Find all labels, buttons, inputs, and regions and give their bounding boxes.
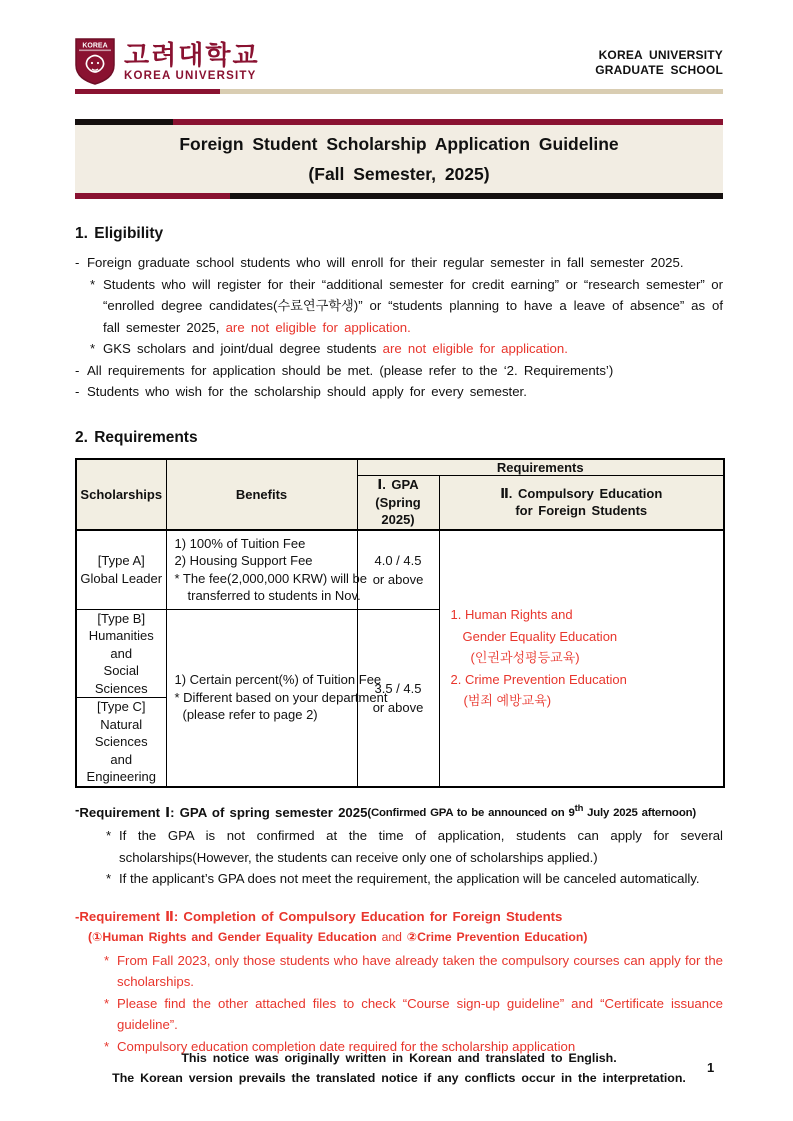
type-c-name: [Type C] Natural Sciences and Engineering <box>76 698 166 787</box>
header-right-text <box>595 48 723 78</box>
type-b-name: [Type B] Humanities and Social Sciences <box>76 609 166 698</box>
eligibility-item-1 <box>75 252 723 274</box>
university-crest-icon <box>75 38 115 85</box>
col-header-scholarships: Scholarships <box>76 459 166 530</box>
requirement-2-note-3: * Compulsory education completion date required for the scholarship application <box>104 1036 723 1058</box>
logo-korean-name: 고려대학교 <box>124 40 260 70</box>
dash-marker: - <box>75 908 80 924</box>
not-eligible-note: are not eligible for application. <box>225 319 411 335</box>
eligibility-item-5-text: Students who wish for the scholarship should apply for every semester. <box>87 384 527 399</box>
type-a-name: [Type A] Global Leader <box>76 530 166 610</box>
col-header-gpa: Ⅰ. GPA (Spring 2025) <box>357 476 439 530</box>
title-box-bottom-border <box>75 193 723 199</box>
footer-line-2: The Korean version prevails the translated notice if any conflicts occur in the interpretation. <box>112 1071 686 1085</box>
eligibility-item-2-text: Students who will register for their “additional semester for credit earning” or “research semester” or “enrolled degree candidates(수료연구학생)” or “students planning to have a leave of absence” as of fall semester 2025, are not eligible for application. <box>103 276 723 335</box>
star-marker: * <box>106 871 112 887</box>
star-marker: * <box>104 1038 110 1054</box>
not-eligible-note: are not eligible for application. <box>382 341 568 356</box>
requirement-1-note-2: * If the applicant’s GPA does not meet the requirement, the application will be canceled automatically. <box>106 868 723 890</box>
eligibility-item-5 <box>75 381 723 403</box>
header-divider <box>75 89 723 94</box>
eligibility-item-2 <box>90 274 723 339</box>
logo-text <box>124 41 260 82</box>
requirement-1-notes <box>91 825 723 890</box>
page-content <box>75 0 723 1085</box>
dash-marker: - <box>75 255 80 270</box>
header-divider-beige <box>220 89 723 94</box>
requirement-1-paren: (Confirmed GPA to be announced on 9th July 2025 afternoon) <box>367 803 696 820</box>
requirement-2-notes <box>89 950 723 1058</box>
eligibility-item-1-text: Foreign graduate school students who will enroll for their regular semester in fall semester 2025. <box>87 255 684 270</box>
dash-marker: - <box>75 801 80 817</box>
title-box <box>75 119 723 199</box>
requirements-heading: 2. Requirements <box>75 428 198 446</box>
footer-notice <box>75 1048 723 1088</box>
col-header-compulsory-education: Ⅱ. Compulsory Education for Foreign Students <box>439 476 724 530</box>
eligibility-list <box>75 252 723 403</box>
col-header-requirements: Requirements <box>357 459 724 476</box>
page-number: 1 <box>707 1060 715 1075</box>
star-marker: * <box>104 995 110 1011</box>
type-a-benefits: 1) 100% of Tuition Fee 2) Housing Support Fee * The fee(2,000,000 KRW) will be transferred to students in Nov. <box>166 530 357 610</box>
eligibility-heading: 1. Eligibility <box>75 225 164 242</box>
eligibility-item-3 <box>90 338 723 360</box>
eligibility-item-3-text: GKS scholars and joint/dual degree students are not eligible for application. <box>103 341 568 356</box>
compulsory-education-cell: 1. Human Rights and Gender Equality Education (인권과성평등교육) 2. Crime Prevention Education (범죄 예방교육) <box>439 530 724 787</box>
requirement-2-note-1: * From Fall 2023, only those students who have already taken the compulsory courses can apply for the scholarships. <box>104 950 723 993</box>
eligibility-item-4-text: All requirements for application should be met. (please refer to the ‘2. Requirements’) <box>87 362 614 378</box>
table-row-type-a <box>76 530 724 610</box>
header-divider-maroon <box>75 89 220 94</box>
university-logo <box>75 38 260 85</box>
dash-marker: - <box>75 384 80 399</box>
requirement-1-note-1: * If the GPA is not confirmed at the time of application, students can apply for several scholarships(However, the students can receive only one of scholarships applied.) <box>106 825 723 868</box>
title-box-body <box>75 125 723 193</box>
page-title-semester: (Fall Semester, 2025) <box>308 164 490 184</box>
col-header-benefits: Benefits <box>166 459 357 530</box>
header-school-line: GRADUATE SCHOOL <box>595 63 723 77</box>
requirements-table <box>75 458 725 788</box>
eligibility-item-4 <box>75 360 723 382</box>
logo-english-name: KOREA UNIVERSITY <box>124 70 257 82</box>
star-marker: * <box>106 828 112 844</box>
crest-label: KOREA <box>82 42 108 50</box>
star-marker: * <box>104 952 110 968</box>
requirement-1-block <box>75 799 723 890</box>
type-a-gpa: 4.0 / 4.5 or above <box>357 530 439 610</box>
requirement-2-title: - Requirement Ⅱ: Completion of Compulsory Education for Foreign Students <box>75 907 723 928</box>
star-marker: * <box>90 276 96 292</box>
dash-marker: - <box>75 362 80 378</box>
type-bc-gpa: 3.5 / 4.5 or above <box>357 609 439 787</box>
title-box-top-border <box>75 119 723 125</box>
footer-line-1: This notice was originally written in Korean and translated to English. <box>181 1051 617 1065</box>
page-title: Foreign Student Scholarship Application Guideline <box>179 134 619 154</box>
header-university-line: KOREA UNIVERSITY <box>598 48 723 62</box>
requirement-2-block <box>75 907 723 1058</box>
type-bc-benefits: 1) Certain percent(%) of Tuition Fee * Different based on your department (please refer to page 2) <box>166 609 357 787</box>
requirement-2-subtitle: (①Human Rights and Gender Equality Education and ②Crime Prevention Education) <box>88 930 588 945</box>
star-marker: * <box>90 341 96 356</box>
page-header <box>75 38 723 86</box>
requirement-1-title: - Requirement Ⅰ: GPA of spring semester 2025(Confirmed GPA to be announced on 9th July 2025 afternoon) <box>75 799 723 825</box>
requirement-2-note-2: * Please find the other attached files to check “Course sign-up guideline” and “Certificate issuance guideline”. <box>104 993 723 1036</box>
